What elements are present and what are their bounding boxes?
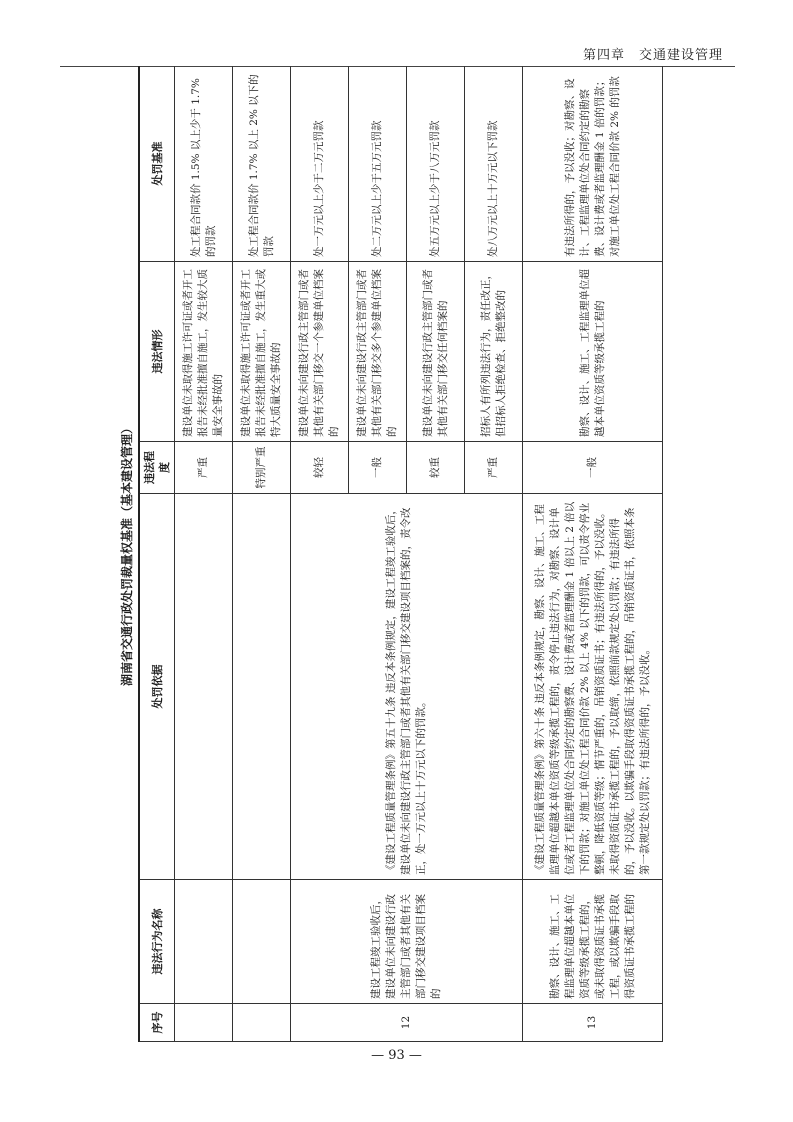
cell-degree: 特别严重 (233, 442, 291, 494)
cell-seq (175, 1004, 233, 1042)
cell-seq (233, 1004, 291, 1042)
cell-standard: 处八万元以上十万元以下罚款 (465, 66, 523, 262)
chapter-header: 第四章 交通建设管理 (582, 48, 723, 63)
cell-seq: 12 (291, 1004, 523, 1042)
cell-standard: 处五万元以上少于八万元罚款 (407, 66, 465, 262)
cell-standard: 处一万元以上少于二万元罚款 (291, 66, 349, 262)
cell-name (175, 880, 233, 1004)
table-header-row (139, 66, 175, 1042)
cell-standard: 处工程合同款价 1.7% 以上 2% 以下的罚款 (233, 66, 291, 262)
rotated-table-area (116, 66, 696, 1042)
cell-degree: 一般 (349, 442, 407, 494)
table-caption: 湖南省交通行政处罚裁量权基准（基本建设管理） (120, 422, 134, 687)
penalty-table (138, 66, 663, 1042)
table-row (233, 66, 291, 1042)
cell-name: 建设工程竣工验收后，建设单位未向建设行政主管部门或者其他有关部门移交建设项目档案的 (291, 880, 523, 1004)
cell-degree: 一般 (523, 442, 663, 494)
cell-degree: 严重 (465, 442, 523, 494)
header-situation: 违法情形 (139, 262, 175, 442)
cell-name (233, 880, 291, 1004)
cell-situation: 招标人有所列违法行为，责任改正，但招标人拒绝检查、拒绝整改的 (465, 262, 523, 442)
header-basis: 处罚依据 (139, 494, 175, 880)
table-row (523, 66, 663, 1042)
header-degree: 违法程度 (139, 442, 175, 494)
page-number: — 93 — (371, 1048, 422, 1063)
cell-situation: 建设单位未取得施工许可证或者开工报告未经批准擅自施工，发生重大或特大质量安全事故的 (233, 262, 291, 442)
cell-seq: 13 (523, 1004, 663, 1042)
cell-name: 勘察、设计、施工、工程监理单位超越本单位资质等级承揽工程的，或未取得资质证书承揽工程，或以欺骗手段取得资质证书承揽工程的 (523, 880, 663, 1004)
cell-basis (175, 494, 233, 880)
cell-situation: 建设单位未向建设行政主管部门或者其他有关部门移交任何档案的 (407, 262, 465, 442)
header-standard: 处罚基准 (139, 66, 175, 262)
header-seq: 序号 (139, 1004, 175, 1042)
cell-situation: 建设单位未取得施工许可证或者开工报告未经批准擅自施工，发生较大质量安全事故的 (175, 262, 233, 442)
cell-situation: 建设单位未向建设行政主管部门或者其他有关部门移交多个参建单位档案的 (349, 262, 407, 442)
table-row (175, 66, 233, 1042)
table-row (291, 66, 349, 1042)
cell-situation: 勘察、设计、施工、工程监理单位超越本单位资质等级承揽工程的 (523, 262, 663, 442)
cell-situation: 建设单位未向建设行政主管部门或者其他有关部门移交一个参建单位档案的 (291, 262, 349, 442)
table-landscape (116, 66, 696, 1042)
cell-basis: 《建设工程质量管理条例》第五十九条 违反本条例规定，建设工程竣工验收后，建设单位未向建设行政主管部门或者其他有关部门移交建设项目档案的，责令改正，处一万元以上十万元以下的罚款。 (291, 494, 523, 880)
cell-basis: 《建设工程质量管理条例》第六十条 违反本条例规定，勘察、设计、施工、工程监理单位超越本单位资质等级承揽工程的，责令停止违法行为，对勘察、设计单位或者工程监理单位处合同约定的勘察费、设计费或者监理酬金 1 倍以上 2 倍以下的罚款；对施工单位处工程合同价款 2% 以上 4% 以下的罚款，可以责令停业整顿，降低资质等级；情节严重的，吊销资质证书；有违法所得的，予以没收。未取得资质证书承揽工程的，予以取缔，依照前款规定处以罚款；有违法所得的，予以没收。以欺骗手段取得资质证书承揽工程的，吊销资质证书，依照本条第一款规定处以罚款；有违法所得的，予以没收。 (523, 494, 663, 880)
cell-standard: 处工程合同款价 1.5% 以上少于 1.7% 的罚款 (175, 66, 233, 262)
cell-standard: 处二万元以上少于五万元罚款 (349, 66, 407, 262)
header-name: 违法行为名称 (139, 880, 175, 1004)
cell-degree: 较轻 (291, 442, 349, 494)
cell-basis (233, 494, 291, 880)
cell-degree: 严重 (175, 442, 233, 494)
cell-standard: 有违法所得的，予以没收；对勘察、设计、工程监理单位处合同约定的勘察费、设计费或者监理酬金 1 倍的罚款；对施工单位处工程合同价款 2% 的罚款 (523, 66, 663, 262)
cell-degree: 较重 (407, 442, 465, 494)
